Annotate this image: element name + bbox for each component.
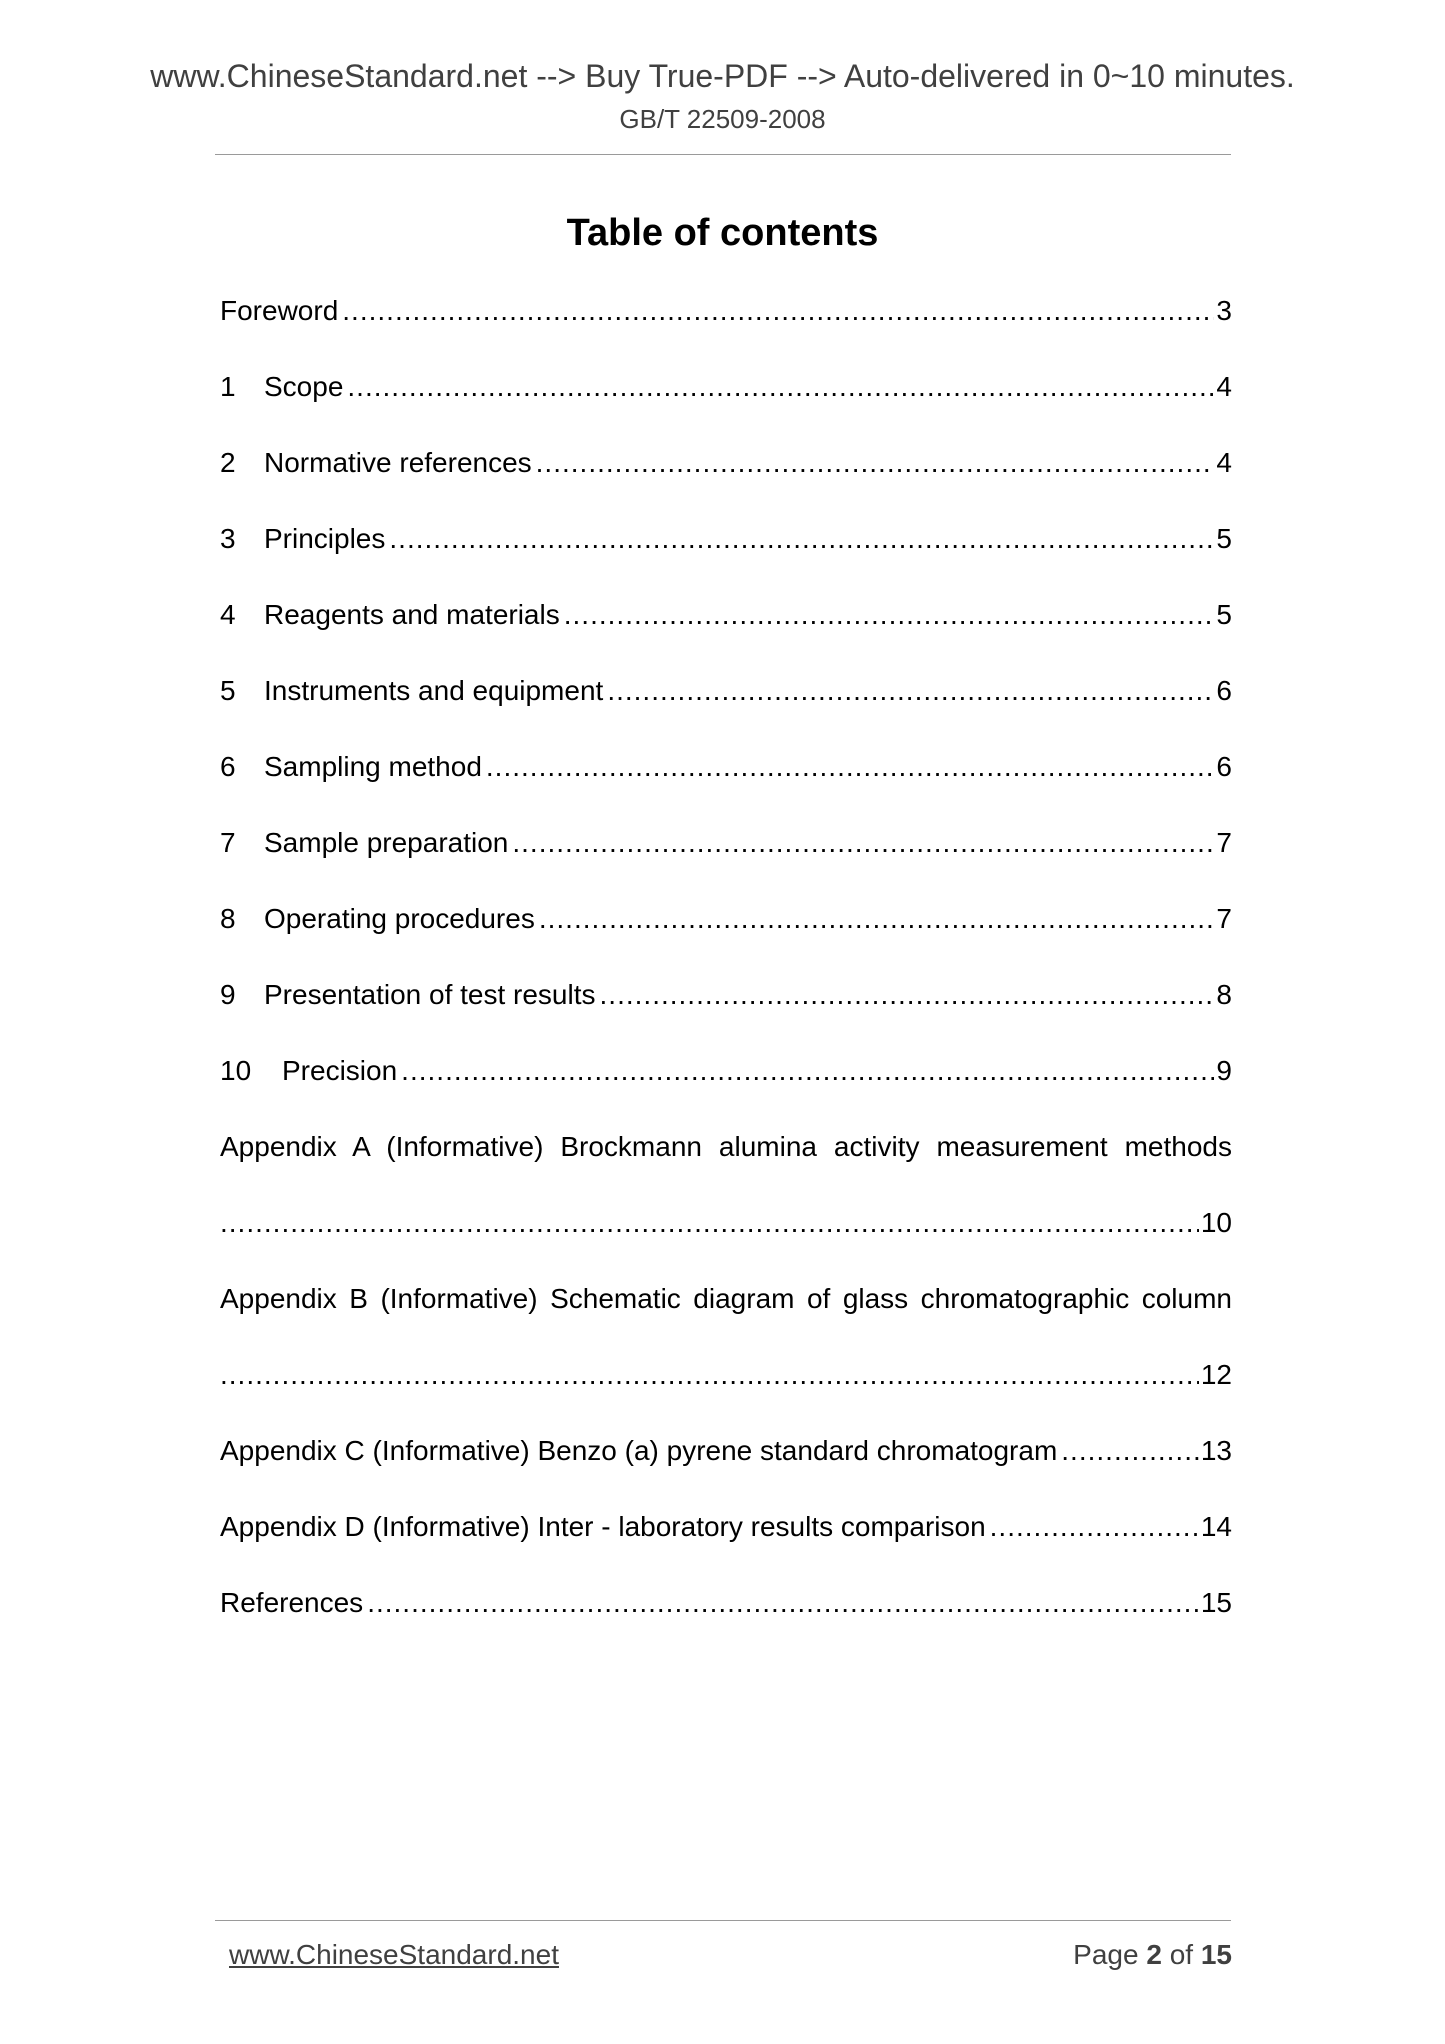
- page-of-label: of: [1169, 1939, 1194, 1970]
- toc-entry-label: Appendix B (Informative) Schematic diagram of glass chromatographic column: [220, 1283, 1232, 1314]
- toc-page-number: 4: [1216, 371, 1232, 402]
- toc-dot-leader: [512, 823, 1214, 863]
- toc-entry-principles[interactable]: [220, 519, 1232, 595]
- toc-page-number: 5: [1216, 523, 1232, 554]
- toc-entry-foreword[interactable]: [220, 291, 1232, 367]
- toc-entry-label: Sampling method: [264, 751, 482, 782]
- toc-page-number: 12: [1200, 1359, 1232, 1390]
- toc-entry-label: Normative references: [264, 447, 532, 478]
- toc-page-number: 10: [1200, 1207, 1232, 1238]
- toc-entry-label: Foreword: [220, 295, 339, 326]
- page-prefix: Page: [1073, 1939, 1139, 1970]
- toc-dot-leader: [539, 899, 1215, 939]
- toc-page-number: 15: [1200, 1587, 1232, 1618]
- toc-page-number: 6: [1216, 675, 1232, 706]
- toc-entry-presentation-of-test-results[interactable]: [220, 975, 1232, 1051]
- toc-section-number: 6: [220, 751, 236, 782]
- toc-section-number: 7: [220, 827, 236, 858]
- toc-section-number: 5: [220, 675, 236, 706]
- toc-dot-leader: [401, 1051, 1214, 1091]
- toc-entry-label: Instruments and equipment: [264, 675, 604, 706]
- toc-entry-operating-procedures[interactable]: [220, 899, 1232, 975]
- toc-entry-label: Appendix D (Informative) Inter - laboratory results comparison: [220, 1511, 986, 1542]
- standard-code: GB/T 22509-2008: [619, 104, 826, 134]
- toc-dot-leader: [220, 1203, 1199, 1243]
- toc-page-number: 7: [1216, 827, 1232, 858]
- toc-entry-references[interactable]: [220, 1583, 1232, 1659]
- toc-entry-label: Precision: [282, 1055, 398, 1086]
- toc-entry-sample-preparation[interactable]: [220, 823, 1232, 899]
- toc-dot-leader: [1061, 1431, 1199, 1471]
- toc-page-number: 13: [1200, 1435, 1232, 1466]
- toc-dot-leader: [607, 671, 1214, 711]
- toc-entry-appendix-b-continued[interactable]: [220, 1355, 1232, 1431]
- toc-entry-label: Appendix C (Informative) Benzo (a) pyrene standard chromatogram: [220, 1435, 1058, 1466]
- toc-entry-appendix-b[interactable]: [220, 1279, 1232, 1355]
- toc-page-number: 8: [1216, 979, 1232, 1010]
- toc-section-number: 10: [220, 1055, 252, 1086]
- toc-entry-label: Reagents and materials: [264, 599, 560, 630]
- toc-entry-appendix-c[interactable]: [220, 1431, 1232, 1507]
- toc-section-number: 9: [220, 979, 236, 1010]
- toc-entry-precision[interactable]: [220, 1051, 1232, 1127]
- toc-dot-leader: [486, 747, 1215, 787]
- toc-entry-scope[interactable]: [220, 367, 1232, 443]
- toc-page-number: 3: [1216, 295, 1232, 326]
- toc-entry-sampling-method[interactable]: [220, 747, 1232, 823]
- toc-page-number: 7: [1216, 903, 1232, 934]
- toc-entry-label: Presentation of test results: [264, 979, 596, 1010]
- toc-dot-leader: [389, 519, 1214, 559]
- toc-entry-label: Appendix A (Informative) Brockmann alumina activity measurement methods: [220, 1131, 1232, 1162]
- toc-section-number: 8: [220, 903, 236, 934]
- toc-page-number: 14: [1200, 1511, 1232, 1542]
- toc-entry-appendix-a-continued[interactable]: [220, 1203, 1232, 1279]
- toc-page-number: 5: [1216, 599, 1232, 630]
- page-indicator: [1073, 1939, 1232, 1971]
- total-page-number: 15: [1200, 1939, 1232, 1970]
- header-promo-text: www.ChineseStandard.net --> Buy True-PDF --> Auto-delivered in 0~10 minutes.: [150, 58, 1295, 94]
- toc-section-number: 3: [220, 523, 236, 554]
- toc-section-number: 2: [220, 447, 236, 478]
- toc-dot-leader: [600, 975, 1215, 1015]
- table-of-contents: [220, 291, 1232, 1659]
- toc-section-number: 1: [220, 371, 236, 402]
- toc-entry-label: References: [220, 1587, 364, 1618]
- toc-section-number: 4: [220, 599, 236, 630]
- toc-entry-label: Principles: [264, 523, 386, 554]
- toc-entry-instruments-and-equipment[interactable]: [220, 671, 1232, 747]
- toc-entry-normative-references[interactable]: [220, 443, 1232, 519]
- toc-dot-leader: [990, 1507, 1199, 1547]
- footer-site-link[interactable]: www.ChineseStandard.net: [229, 1939, 559, 1970]
- toc-entry-label: Sample preparation: [264, 827, 509, 858]
- toc-page-number: 6: [1216, 751, 1232, 782]
- current-page-number: 2: [1146, 1939, 1162, 1970]
- toc-entry-reagents-and-materials[interactable]: [220, 595, 1232, 671]
- toc-title: Table of contents: [566, 212, 879, 254]
- toc-entry-appendix-a[interactable]: [220, 1127, 1232, 1203]
- toc-dot-leader: [564, 595, 1215, 635]
- toc-entry-appendix-d[interactable]: [220, 1507, 1232, 1583]
- toc-entry-label: Operating procedures: [264, 903, 535, 934]
- toc-dot-leader: [367, 1583, 1199, 1623]
- toc-entry-label: Scope: [264, 371, 344, 402]
- toc-page-number: 9: [1216, 1055, 1232, 1086]
- toc-dot-leader: [536, 443, 1215, 483]
- toc-dot-leader: [220, 1355, 1199, 1395]
- toc-page-number: 4: [1216, 447, 1232, 478]
- toc-dot-leader: [347, 367, 1214, 407]
- footer-divider: [215, 1920, 1231, 1921]
- header-divider: [215, 154, 1231, 155]
- toc-dot-leader: [342, 291, 1214, 331]
